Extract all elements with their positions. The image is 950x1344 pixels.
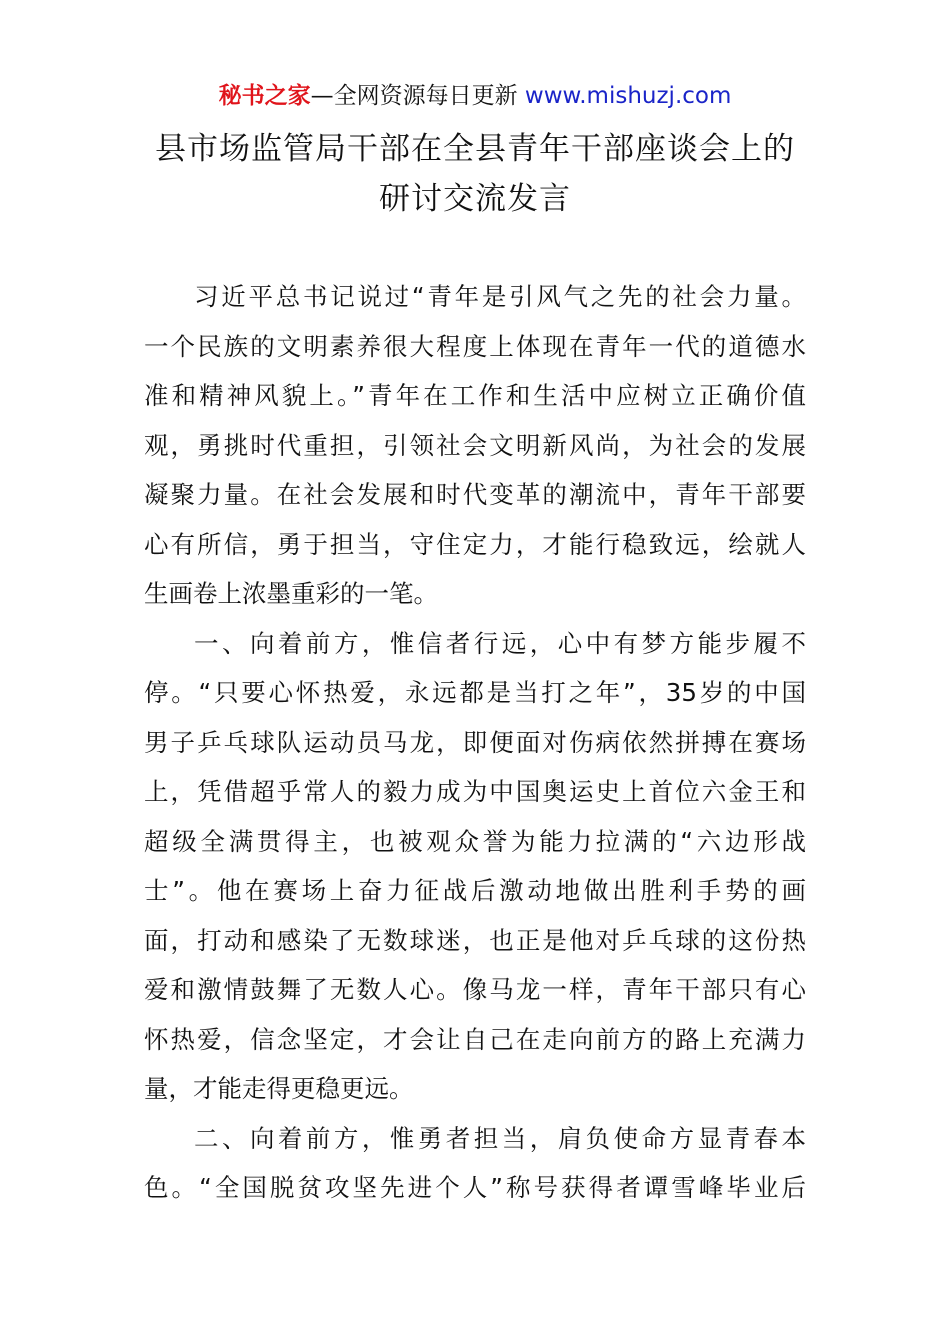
title-line-1: 县市场监管局干部在全县青年干部座谈会上的: [155, 131, 795, 167]
text-line: 心有所信，勇于担当，守住定力，才能行稳致远，绘就人: [144, 529, 806, 559]
text-line: 生画卷上浓墨重彩的一笔。: [144, 579, 438, 608]
paragraph-section-2: [144, 1114, 806, 1213]
text-line: 男子乒乓球队运动员马龙，即便面对伤病依然拼搏在赛场: [144, 727, 806, 757]
text-line: 超级全满贯得主，也被观众誉为能力拉满的“六边形战: [144, 826, 806, 856]
paragraph-intro: [144, 272, 806, 619]
text-line: 习近平总书记说过“青年是引风气之先的社会力量。: [194, 282, 806, 311]
text-line: 停。“只要心怀热爱，永远都是当打之年”，35岁的中国: [144, 678, 806, 707]
text-line: 观，勇挑时代重担，引领社会文明新风尚，为社会的发展: [144, 430, 806, 460]
text-line: 士”。他在赛场上奋力征战后激动地做出胜利手势的画: [144, 876, 806, 905]
text-line: 面，打动和感染了无数球迷，也正是他对乒乓球的这份热: [144, 925, 806, 955]
site-header: [0, 80, 950, 112]
text-line: 怀热爱，信念坚定，才会让自己在走向前方的路上充满力: [144, 1024, 806, 1054]
text-line: 凝聚力量。在社会发展和时代变革的潮流中，青年干部要: [144, 480, 806, 509]
paragraph-section-1: [144, 619, 806, 1114]
text-line: 一、向着前方，惟信者行远，心中有梦方能步履不: [194, 628, 806, 658]
text-line: 二、向着前方，惟勇者担当，肩负使命方显青春本: [194, 1123, 806, 1153]
text-line: 爱和激情鼓舞了无数人心。像马龙一样，青年干部只有心: [144, 975, 806, 1004]
header-tagline: —全网资源每日更新: [310, 83, 518, 109]
document-body: [144, 272, 806, 1213]
text-line: 上，凭借超乎常人的毅力成为中国奥运史上首位六金王和: [144, 777, 806, 806]
text-line: 准和精神风貌上。”青年在工作和生活中应树立正确价值: [144, 381, 806, 410]
site-url-link[interactable]: www.mishuzj.com: [524, 83, 732, 109]
text-line: 色。“全国脱贫攻坚先进个人”称号获得者谭雪峰毕业后: [144, 1173, 806, 1202]
title-line-2: 研讨交流发言: [379, 181, 571, 217]
text-line: 量，才能走得更稳更远。: [144, 1074, 414, 1103]
text-line: 一个民族的文明素养很大程度上体现在青年一代的道德水: [144, 331, 806, 361]
brand-name: 秘书之家: [218, 83, 311, 109]
document-title: [0, 124, 950, 224]
